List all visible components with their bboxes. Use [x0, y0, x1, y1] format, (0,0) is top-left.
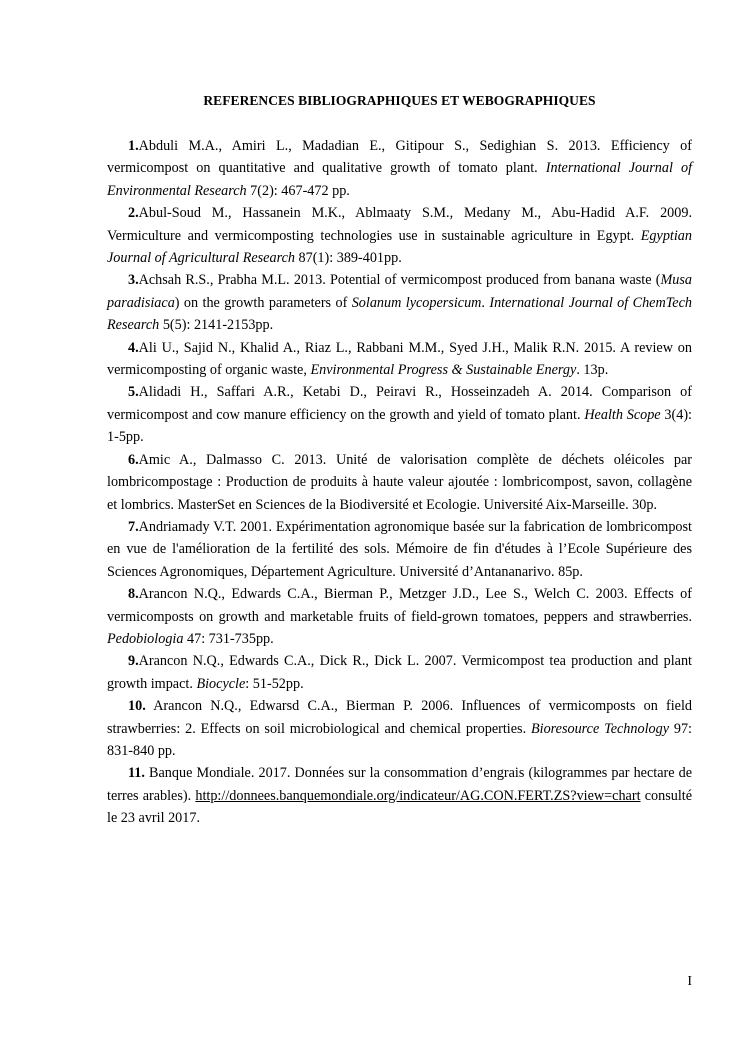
reference-link[interactable]: http://donnees.banquemondiale.org/indicateur/AG.CON.FERT.ZS?view=chart — [195, 787, 641, 804]
page-title: REFERENCES BIBLIOGRAPHIQUES ET WEBOGRAPHIQUES — [203, 93, 596, 108]
reference-number: 1. — [128, 138, 139, 154]
reference-number: 2. — [128, 205, 139, 222]
reference-item: 3.Achsah R.S., Prabha M.L. 2013. Potential of vermicompost produced from banana waste (Musa paradisiaca) on the growth parameters of Solanum lycopersicum. International Journal of ChemTech Research 5(5): 2141-2153pp. — [107, 272, 692, 334]
reference-number: 9. — [128, 653, 139, 670]
reference-number: 4. — [128, 339, 139, 356]
journal-title: Environmental Progress & Sustainable Energy — [310, 362, 577, 379]
reference-item: 11. Banque Mondiale. 2017. Données sur la consommation d’engrais (kilogrammes par hectare de terres arables). http://donnees.banquemondiale.org/indicateur/AG.CON.FERT.ZS?view=chart consulté le 23 avril 2017. — [107, 765, 693, 827]
page-number: I — [687, 974, 692, 989]
reference-item: 5.Alidadi H., Saffari A.R., Ketabi D., Peiravi R., Hosseinzadeh A. 2014. Comparison of vermicompost and cow manure efficiency on the growth and yield of tomato plant. Health Scope 3(4): 1-5pp. — [107, 384, 692, 446]
reference-list — [107, 135, 692, 830]
reference-number: 6. — [128, 451, 139, 468]
species-name: Musa paradisiaca — [107, 272, 692, 311]
journal-title: Biocycle — [196, 675, 246, 692]
reference-item: 6.Amic A., Dalmasso C. 2013. Unité de valorisation complète de déchets oléicoles par lombricompostage : Production de produits à haute valeur ajoutée : lombricompost, savon, collagène et lombrics. MasterSet en Sciences de la Biodiversité et Ecologie. Université Aix-Marseille. 30p. — [107, 451, 692, 513]
reference-number: 3. — [128, 272, 139, 289]
journal-title: International Journal of ChemTech Research — [107, 294, 692, 334]
reference-item: 8.Arancon N.Q., Edwards C.A., Bierman P., Metzger J.D., Lee S., Welch C. 2003. Effects of vermicomposts on growth and marketable fruits of field-grown tomatoes, peppers and strawberries. Pedobiologia 47: 731-735pp. — [107, 586, 692, 647]
journal-title: Health Scope — [584, 406, 661, 423]
reference-item: 1.Abduli M.A., Amiri L., Madadian E., Gitipour S., Sedighian S. 2013. Efficiency of vermicompost on quantitative and qualitative growth of tomato plant. International Journal of Environmental Research 7(2): 467-472 pp. — [107, 138, 693, 199]
journal-title: Bioresource Technology — [530, 720, 669, 737]
journal-title: International Journal of Environmental Research — [107, 160, 693, 199]
reference-item: 9.Arancon N.Q., Edwards C.A., Dick R., Dick L. 2007. Vermicompost tea production and plant growth impact. Biocycle: 51-52pp. — [107, 653, 692, 692]
reference-number: 7. — [128, 518, 139, 535]
journal-title: Egyptian Journal of Agricultural Research — [107, 227, 692, 267]
reference-item: 2.Abul-Soud M., Hassanein M.K., Ablmaaty S.M., Medany M., Abu-Hadid A.F. 2009. Vermiculture and vermicomposting technologies use in sustainable agriculture in Egypt. Egyptian Journal of Agricultural Research 87(1): 389-401pp. — [107, 205, 692, 267]
reference-number: 8. — [128, 586, 139, 603]
reference-item: 7.Andriamady V.T. 2001. Expérimentation agronomique basée sur la fabrication de lombricompost en vue de l'amélioration de la fertilité des sols. Mémoire de fin d'études à l’Ecole Supérieure des Sciences Agronomiques, Département Agriculture. Université d’Antananarivo. 85p. — [107, 518, 692, 580]
species-name: Solanum lycopersicum — [351, 294, 482, 311]
reference-number: 5. — [128, 384, 139, 401]
journal-title: Pedobiologia — [107, 630, 184, 647]
reference-number: 10. — [128, 698, 146, 715]
reference-item: 4.Ali U., Sajid N., Khalid A., Riaz L., Rabbani M.M., Syed J.H., Malik R.N. 2015. A review on vermicomposting of organic waste, Environmental Progress & Sustainable Energy. 13p. — [107, 339, 692, 379]
reference-number: 11. — [128, 765, 145, 782]
reference-item: 10. Arancon N.Q., Edwarsd C.A., Bierman P. 2006. Influences of vermicomposts on field strawberries: 2. Effects on soil microbiological and chemical properties. Bioresource Technology 97: 831-840 pp. — [107, 698, 693, 759]
